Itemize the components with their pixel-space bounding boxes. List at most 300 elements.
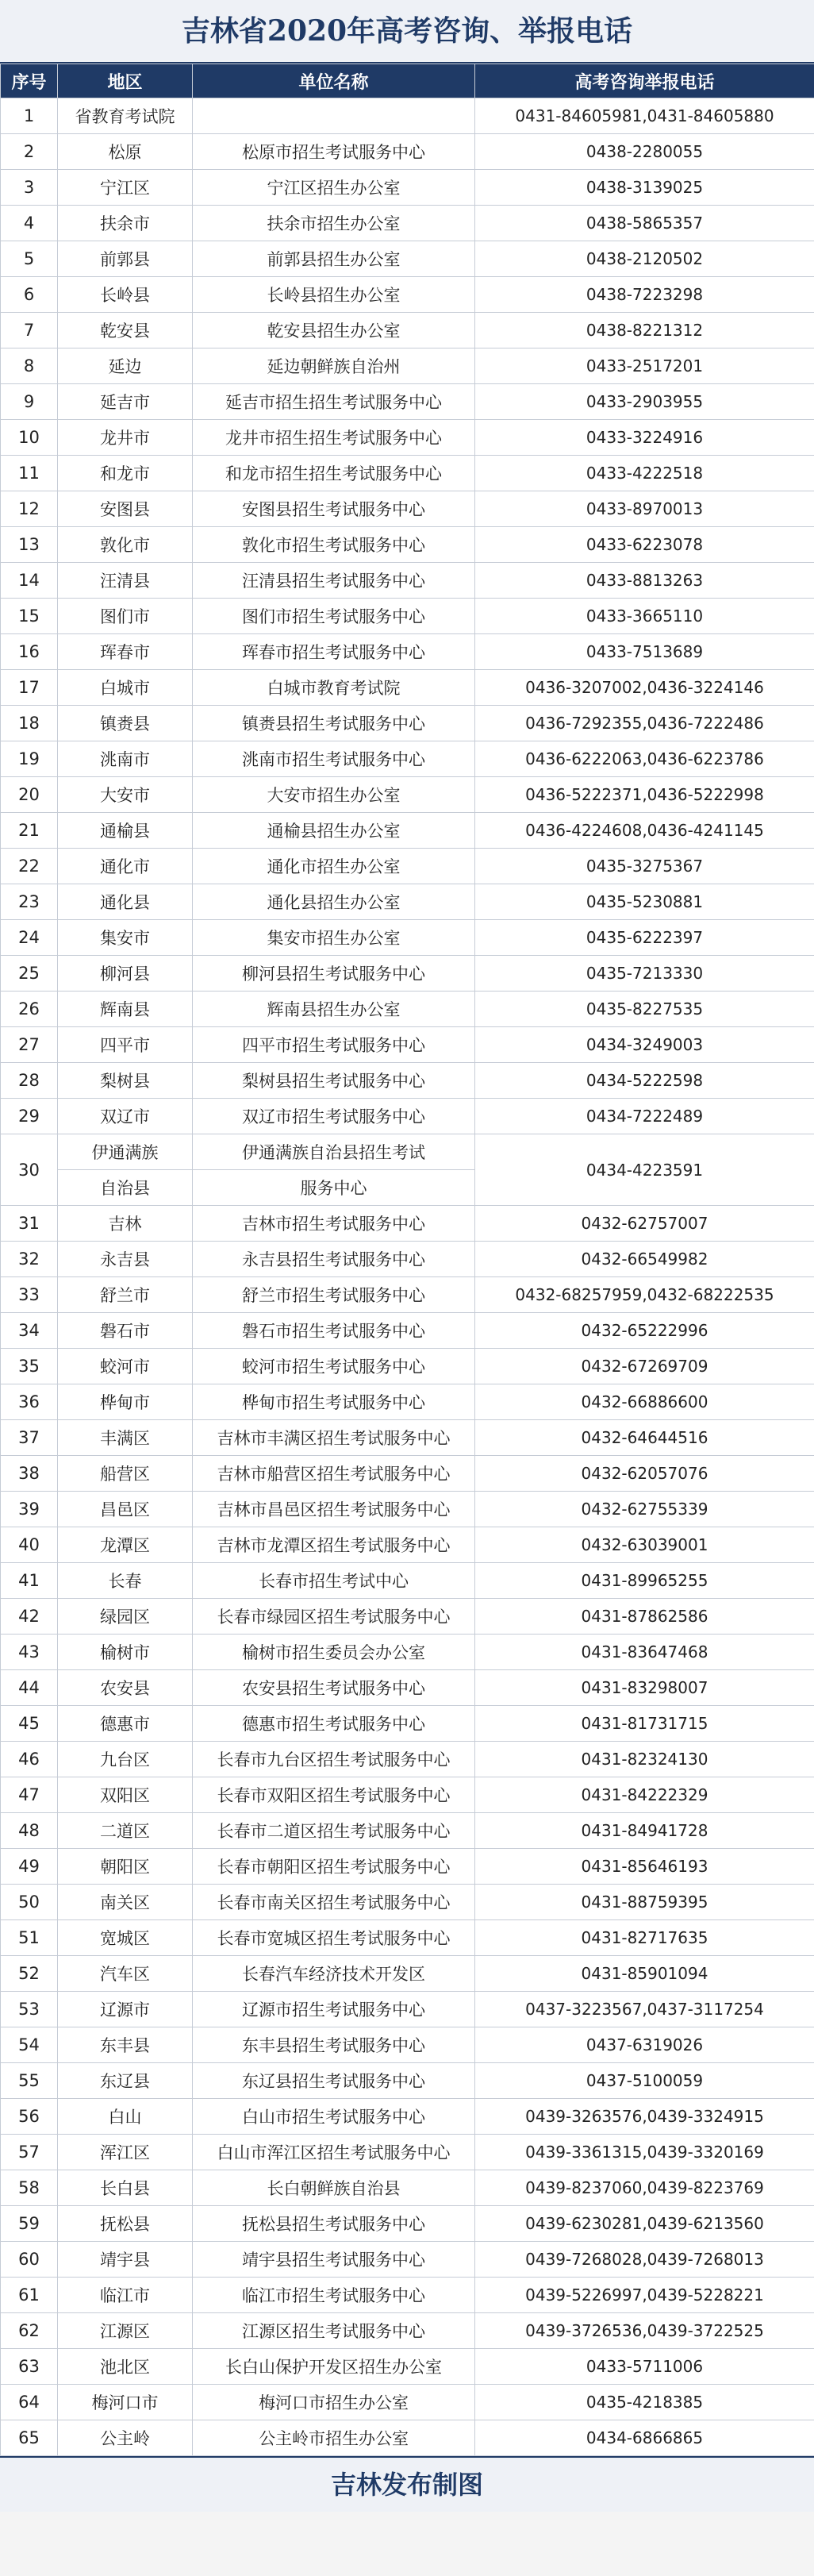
header-unit: 单位名称 bbox=[193, 64, 475, 98]
table-row bbox=[1, 670, 814, 706]
row-unit: 敦化市招生考试服务中心 bbox=[193, 527, 475, 563]
row-region: 敦化市 bbox=[58, 527, 193, 563]
row-index: 10 bbox=[1, 420, 58, 456]
row-unit: 吉林市招生考试服务中心 bbox=[193, 1206, 475, 1242]
hotline-table bbox=[0, 64, 814, 2456]
table-row bbox=[1, 2313, 814, 2349]
table-row bbox=[1, 741, 814, 777]
row-region: 九台区 bbox=[58, 1742, 193, 1777]
header-region: 地区 bbox=[58, 64, 193, 98]
row-region: 长岭县 bbox=[58, 277, 193, 313]
row-unit: 蛟河市招生考试服务中心 bbox=[193, 1349, 475, 1384]
row-region: 松原 bbox=[58, 134, 193, 170]
row-phone: 0436-4224608,0436-4241145 bbox=[475, 813, 814, 849]
row-phone: 0439-8237060,0439-8223769 bbox=[475, 2170, 814, 2206]
row-unit: 长春市宽城区招生考试服务中心 bbox=[193, 1920, 475, 1956]
table-row bbox=[1, 849, 814, 884]
row-unit: 汪清县招生考试服务中心 bbox=[193, 563, 475, 599]
row-index: 26 bbox=[1, 992, 58, 1027]
row-index: 19 bbox=[1, 741, 58, 777]
row-region: 舒兰市 bbox=[58, 1277, 193, 1313]
row-region: 船营区 bbox=[58, 1456, 193, 1492]
row-unit: 白山市招生考试服务中心 bbox=[193, 2099, 475, 2135]
row-index: 47 bbox=[1, 1777, 58, 1813]
row-region: 朝阳区 bbox=[58, 1849, 193, 1885]
row-index: 7 bbox=[1, 313, 58, 348]
row-index: 12 bbox=[1, 491, 58, 527]
row-phone: 0432-66549982 bbox=[475, 1242, 814, 1277]
row-phone: 0438-8221312 bbox=[475, 313, 814, 348]
row-index: 58 bbox=[1, 2170, 58, 2206]
row-phone: 0431-81731715 bbox=[475, 1706, 814, 1742]
table-row bbox=[1, 134, 814, 170]
table-row bbox=[1, 420, 814, 456]
row-phone: 0434-3249003 bbox=[475, 1027, 814, 1063]
row-phone: 0439-7268028,0439-7268013 bbox=[475, 2242, 814, 2278]
row-region: 镇赉县 bbox=[58, 706, 193, 741]
row-phone: 0439-6230281,0439-6213560 bbox=[475, 2206, 814, 2242]
row-region: 公主岭 bbox=[58, 2420, 193, 2456]
row-unit: 德惠市招生考试服务中心 bbox=[193, 1706, 475, 1742]
row-phone: 0431-82324130 bbox=[475, 1742, 814, 1777]
row-region: 江源区 bbox=[58, 2313, 193, 2349]
row-region: 丰满区 bbox=[58, 1420, 193, 1456]
row-unit: 长春市招生考试中心 bbox=[193, 1563, 475, 1599]
row-region: 图们市 bbox=[58, 599, 193, 634]
row-index: 4 bbox=[1, 206, 58, 241]
row-unit: 延吉市招生招生考试服务中心 bbox=[193, 384, 475, 420]
table-body bbox=[1, 98, 814, 2456]
table-row bbox=[1, 1063, 814, 1099]
row-region: 桦甸市 bbox=[58, 1384, 193, 1420]
table-row bbox=[1, 599, 814, 634]
row-region: 伊通满族 bbox=[58, 1134, 193, 1170]
row-index: 65 bbox=[1, 2420, 58, 2456]
row-unit: 松原市招生考试服务中心 bbox=[193, 134, 475, 170]
row-unit: 辽源市招生考试服务中心 bbox=[193, 1992, 475, 2027]
row-unit: 前郭县招生办公室 bbox=[193, 241, 475, 277]
row-region: 梅河口市 bbox=[58, 2385, 193, 2420]
table-row bbox=[1, 2242, 814, 2278]
row-phone: 0433-2517201 bbox=[475, 348, 814, 384]
row-unit: 长白山保护开发区招生办公室 bbox=[193, 2349, 475, 2385]
row-index: 22 bbox=[1, 849, 58, 884]
row-index: 33 bbox=[1, 1277, 58, 1313]
row-phone: 0437-6319026 bbox=[475, 2027, 814, 2063]
row-region: 德惠市 bbox=[58, 1706, 193, 1742]
row-index: 9 bbox=[1, 384, 58, 420]
row-index: 53 bbox=[1, 1992, 58, 2027]
row-phone: 0431-85646193 bbox=[475, 1849, 814, 1885]
page-title: 吉林省2020年高考咨询、举报电话 bbox=[0, 0, 814, 64]
row-region: 双阳区 bbox=[58, 1777, 193, 1813]
row-region: 昌邑区 bbox=[58, 1492, 193, 1527]
row-unit: 双辽市招生考试服务中心 bbox=[193, 1099, 475, 1134]
table-row bbox=[1, 348, 814, 384]
row-phone: 0431-85901094 bbox=[475, 1956, 814, 1992]
row-index: 3 bbox=[1, 170, 58, 206]
table-row bbox=[1, 920, 814, 956]
table-row bbox=[1, 956, 814, 992]
row-region: 汪清县 bbox=[58, 563, 193, 599]
row-phone: 0434-6866865 bbox=[475, 2420, 814, 2456]
row-phone: 0432-63039001 bbox=[475, 1527, 814, 1563]
row-region: 靖宇县 bbox=[58, 2242, 193, 2278]
row-phone: 0437-5100059 bbox=[475, 2063, 814, 2099]
row-phone: 0432-62755339 bbox=[475, 1492, 814, 1527]
row-phone: 0431-83298007 bbox=[475, 1670, 814, 1706]
table-row bbox=[1, 2420, 814, 2456]
row-index: 28 bbox=[1, 1063, 58, 1099]
row-phone: 0431-89965255 bbox=[475, 1563, 814, 1599]
row-phone: 0439-3726536,0439-3722525 bbox=[475, 2313, 814, 2349]
row-region: 南关区 bbox=[58, 1885, 193, 1920]
row-unit: 宁江区招生办公室 bbox=[193, 170, 475, 206]
row-region: 汽车区 bbox=[58, 1956, 193, 1992]
row-unit: 长春市南关区招生考试服务中心 bbox=[193, 1885, 475, 1920]
table-row bbox=[1, 313, 814, 348]
row-unit: 白城市教育考试院 bbox=[193, 670, 475, 706]
row-index: 5 bbox=[1, 241, 58, 277]
row-phone: 0431-84222329 bbox=[475, 1777, 814, 1813]
row-phone: 0431-87862586 bbox=[475, 1599, 814, 1635]
row-index: 62 bbox=[1, 2313, 58, 2349]
table-row bbox=[1, 2027, 814, 2063]
row-unit: 永吉县招生考试服务中心 bbox=[193, 1242, 475, 1277]
table-row bbox=[1, 1813, 814, 1849]
table-row bbox=[1, 1313, 814, 1349]
row-phone: 0435-7213330 bbox=[475, 956, 814, 992]
row-region: 延边 bbox=[58, 348, 193, 384]
row-region: 和龙市 bbox=[58, 456, 193, 491]
row-unit: 磐石市招生考试服务中心 bbox=[193, 1313, 475, 1349]
row-unit: 农安县招生考试服务中心 bbox=[193, 1670, 475, 1706]
row-index: 51 bbox=[1, 1920, 58, 1956]
table-row bbox=[1, 1742, 814, 1777]
table-row bbox=[1, 2349, 814, 2385]
table-row bbox=[1, 1777, 814, 1813]
row-unit: 白山市浑江区招生考试服务中心 bbox=[193, 2135, 475, 2170]
table-row bbox=[1, 1527, 814, 1563]
row-region: 长春 bbox=[58, 1563, 193, 1599]
row-unit: 长春市双阳区招生考试服务中心 bbox=[193, 1777, 475, 1813]
row-region: 集安市 bbox=[58, 920, 193, 956]
row-index: 54 bbox=[1, 2027, 58, 2063]
row-index: 44 bbox=[1, 1670, 58, 1706]
row-index: 17 bbox=[1, 670, 58, 706]
row-unit: 通榆县招生办公室 bbox=[193, 813, 475, 849]
row-index: 55 bbox=[1, 2063, 58, 2099]
row-region: 四平市 bbox=[58, 1027, 193, 1063]
row-unit: 长春市朝阳区招生考试服务中心 bbox=[193, 1849, 475, 1885]
row-phone: 0435-4218385 bbox=[475, 2385, 814, 2420]
row-region: 通榆县 bbox=[58, 813, 193, 849]
row-unit: 乾安县招生办公室 bbox=[193, 313, 475, 348]
row-region: 龙井市 bbox=[58, 420, 193, 456]
row-index: 14 bbox=[1, 563, 58, 599]
row-phone: 0432-68257959,0432-68222535 bbox=[475, 1277, 814, 1313]
table-row bbox=[1, 1456, 814, 1492]
table-row bbox=[1, 1134, 814, 1170]
table-row bbox=[1, 2170, 814, 2206]
header-index: 序号 bbox=[1, 64, 58, 98]
row-phone: 0432-62057076 bbox=[475, 1456, 814, 1492]
row-index: 41 bbox=[1, 1563, 58, 1599]
row-unit: 抚松县招生考试服务中心 bbox=[193, 2206, 475, 2242]
row-phone: 0436-6222063,0436-6223786 bbox=[475, 741, 814, 777]
row-phone: 0439-3361315,0439-3320169 bbox=[475, 2135, 814, 2170]
row-index: 39 bbox=[1, 1492, 58, 1527]
row-index: 15 bbox=[1, 599, 58, 634]
row-unit: 吉林市丰满区招生考试服务中心 bbox=[193, 1420, 475, 1456]
row-phone: 0432-65222996 bbox=[475, 1313, 814, 1349]
table-row bbox=[1, 1992, 814, 2027]
table-row bbox=[1, 2206, 814, 2242]
row-unit: 长春汽车经济技术开发区 bbox=[193, 1956, 475, 1992]
row-region: 柳河县 bbox=[58, 956, 193, 992]
row-phone: 0431-82717635 bbox=[475, 1920, 814, 1956]
row-index: 49 bbox=[1, 1849, 58, 1885]
row-index: 30 bbox=[1, 1134, 58, 1206]
row-phone: 0431-84605981,0431-84605880 bbox=[475, 98, 814, 134]
row-phone: 0435-3275367 bbox=[475, 849, 814, 884]
row-index: 16 bbox=[1, 634, 58, 670]
table-row bbox=[1, 2135, 814, 2170]
row-region: 东辽县 bbox=[58, 2063, 193, 2099]
row-unit: 东辽县招生考试服务中心 bbox=[193, 2063, 475, 2099]
table-row bbox=[1, 1599, 814, 1635]
table-row bbox=[1, 706, 814, 741]
row-unit: 延边朝鲜族自治州 bbox=[193, 348, 475, 384]
row-index: 20 bbox=[1, 777, 58, 813]
row-phone: 0431-83647468 bbox=[475, 1635, 814, 1670]
table-row bbox=[1, 98, 814, 134]
row-unit: 临江市招生考试服务中心 bbox=[193, 2278, 475, 2313]
row-region: 浑江区 bbox=[58, 2135, 193, 2170]
table-row bbox=[1, 884, 814, 920]
row-unit: 扶余市招生办公室 bbox=[193, 206, 475, 241]
row-index: 1 bbox=[1, 98, 58, 134]
row-phone: 0433-2903955 bbox=[475, 384, 814, 420]
row-unit: 长春市二道区招生考试服务中心 bbox=[193, 1813, 475, 1849]
row-index: 43 bbox=[1, 1635, 58, 1670]
row-unit: 四平市招生考试服务中心 bbox=[193, 1027, 475, 1063]
row-index: 13 bbox=[1, 527, 58, 563]
row-index: 34 bbox=[1, 1313, 58, 1349]
row-unit: 舒兰市招生考试服务中心 bbox=[193, 1277, 475, 1313]
row-unit: 珲春市招生考试服务中心 bbox=[193, 634, 475, 670]
row-phone: 0433-3224916 bbox=[475, 420, 814, 456]
row-region: 蛟河市 bbox=[58, 1349, 193, 1384]
row-unit: 东丰县招生考试服务中心 bbox=[193, 2027, 475, 2063]
row-phone: 0433-5711006 bbox=[475, 2349, 814, 2385]
table-row bbox=[1, 1242, 814, 1277]
row-region: 吉林 bbox=[58, 1206, 193, 1242]
row-unit: 靖宇县招生考试服务中心 bbox=[193, 2242, 475, 2278]
row-index: 31 bbox=[1, 1206, 58, 1242]
row-unit: 桦甸市招生考试服务中心 bbox=[193, 1384, 475, 1420]
row-index: 63 bbox=[1, 2349, 58, 2385]
row-region: 东丰县 bbox=[58, 2027, 193, 2063]
row-unit: 公主岭市招生办公室 bbox=[193, 2420, 475, 2456]
row-region: 长白县 bbox=[58, 2170, 193, 2206]
row-unit: 服务中心 bbox=[193, 1170, 475, 1206]
row-phone: 0434-7222489 bbox=[475, 1099, 814, 1134]
row-index: 6 bbox=[1, 277, 58, 313]
row-unit: 通化县招生办公室 bbox=[193, 884, 475, 920]
row-index: 42 bbox=[1, 1599, 58, 1635]
row-index: 27 bbox=[1, 1027, 58, 1063]
row-index: 52 bbox=[1, 1956, 58, 1992]
row-index: 11 bbox=[1, 456, 58, 491]
table-row bbox=[1, 1277, 814, 1313]
row-phone: 0433-3665110 bbox=[475, 599, 814, 634]
row-unit: 大安市招生办公室 bbox=[193, 777, 475, 813]
table-row bbox=[1, 1920, 814, 1956]
row-index: 59 bbox=[1, 2206, 58, 2242]
row-index: 61 bbox=[1, 2278, 58, 2313]
table-row bbox=[1, 2063, 814, 2099]
row-region: 辉南县 bbox=[58, 992, 193, 1027]
row-phone: 0433-8813263 bbox=[475, 563, 814, 599]
row-phone: 0432-64644516 bbox=[475, 1420, 814, 1456]
row-phone: 0436-5222371,0436-5222998 bbox=[475, 777, 814, 813]
table-row bbox=[1, 634, 814, 670]
table-row bbox=[1, 1670, 814, 1706]
row-region: 榆树市 bbox=[58, 1635, 193, 1670]
row-index: 56 bbox=[1, 2099, 58, 2135]
table-row bbox=[1, 813, 814, 849]
row-region: 白山 bbox=[58, 2099, 193, 2135]
table-row bbox=[1, 1420, 814, 1456]
row-region: 省教育考试院 bbox=[58, 98, 193, 134]
row-phone: 0434-4223591 bbox=[475, 1134, 814, 1206]
row-region: 池北区 bbox=[58, 2349, 193, 2385]
row-phone: 0438-2120502 bbox=[475, 241, 814, 277]
table-row bbox=[1, 1206, 814, 1242]
row-unit: 和龙市招生招生考试服务中心 bbox=[193, 456, 475, 491]
row-region: 白城市 bbox=[58, 670, 193, 706]
row-region: 通化县 bbox=[58, 884, 193, 920]
row-phone: 0439-3263576,0439-3324915 bbox=[475, 2099, 814, 2135]
row-phone: 0432-66886600 bbox=[475, 1384, 814, 1420]
row-index: 38 bbox=[1, 1456, 58, 1492]
table-row bbox=[1, 206, 814, 241]
row-phone: 0438-5865357 bbox=[475, 206, 814, 241]
row-phone: 0436-7292355,0436-7222486 bbox=[475, 706, 814, 741]
row-index: 35 bbox=[1, 1349, 58, 1384]
row-region: 二道区 bbox=[58, 1813, 193, 1849]
row-index: 23 bbox=[1, 884, 58, 920]
table-row bbox=[1, 170, 814, 206]
table-row bbox=[1, 1027, 814, 1063]
row-unit: 洮南市招生考试服务中心 bbox=[193, 741, 475, 777]
row-region: 龙潭区 bbox=[58, 1527, 193, 1563]
row-unit: 江源区招生考试服务中心 bbox=[193, 2313, 475, 2349]
row-index: 64 bbox=[1, 2385, 58, 2420]
row-unit: 安图县招生考试服务中心 bbox=[193, 491, 475, 527]
table-row bbox=[1, 456, 814, 491]
row-phone: 0432-67269709 bbox=[475, 1349, 814, 1384]
row-unit: 通化市招生办公室 bbox=[193, 849, 475, 884]
row-phone: 0431-84941728 bbox=[475, 1813, 814, 1849]
row-region: 磐石市 bbox=[58, 1313, 193, 1349]
row-region: 辽源市 bbox=[58, 1992, 193, 2027]
row-index: 45 bbox=[1, 1706, 58, 1742]
table-row bbox=[1, 1349, 814, 1384]
row-region: 乾安县 bbox=[58, 313, 193, 348]
row-region: 洮南市 bbox=[58, 741, 193, 777]
row-region: 抚松县 bbox=[58, 2206, 193, 2242]
row-index: 2 bbox=[1, 134, 58, 170]
table-row bbox=[1, 1492, 814, 1527]
footer-credit: 吉林发布制图 bbox=[0, 2456, 814, 2512]
row-index: 36 bbox=[1, 1384, 58, 1420]
table-row bbox=[1, 1956, 814, 1992]
table-row bbox=[1, 1563, 814, 1599]
row-unit: 镇赉县招生考试服务中心 bbox=[193, 706, 475, 741]
row-index: 24 bbox=[1, 920, 58, 956]
row-index: 21 bbox=[1, 813, 58, 849]
row-phone: 0432-62757007 bbox=[475, 1206, 814, 1242]
table-row bbox=[1, 777, 814, 813]
row-region: 宽城区 bbox=[58, 1920, 193, 1956]
row-unit: 梨树县招生考试服务中心 bbox=[193, 1063, 475, 1099]
row-region: 自治县 bbox=[58, 1170, 193, 1206]
row-unit: 榆树市招生委员会办公室 bbox=[193, 1635, 475, 1670]
row-phone: 0433-4222518 bbox=[475, 456, 814, 491]
header-phone: 高考咨询举报电话 bbox=[475, 64, 814, 98]
row-index: 48 bbox=[1, 1813, 58, 1849]
row-unit: 图们市招生考试服务中心 bbox=[193, 599, 475, 634]
table-row bbox=[1, 1885, 814, 1920]
row-unit: 柳河县招生考试服务中心 bbox=[193, 956, 475, 992]
row-index: 57 bbox=[1, 2135, 58, 2170]
row-unit: 吉林市船营区招生考试服务中心 bbox=[193, 1456, 475, 1492]
table-row bbox=[1, 1849, 814, 1885]
row-region: 农安县 bbox=[58, 1670, 193, 1706]
row-unit: 长春市绿园区招生考试服务中心 bbox=[193, 1599, 475, 1635]
row-phone: 0439-5226997,0439-5228221 bbox=[475, 2278, 814, 2313]
table-row bbox=[1, 992, 814, 1027]
row-unit: 辉南县招生办公室 bbox=[193, 992, 475, 1027]
row-region: 大安市 bbox=[58, 777, 193, 813]
row-phone: 0435-8227535 bbox=[475, 992, 814, 1027]
row-index: 60 bbox=[1, 2242, 58, 2278]
row-unit: 长白朝鲜族自治县 bbox=[193, 2170, 475, 2206]
table-row bbox=[1, 563, 814, 599]
row-phone: 0438-2280055 bbox=[475, 134, 814, 170]
row-index: 8 bbox=[1, 348, 58, 384]
row-phone: 0438-3139025 bbox=[475, 170, 814, 206]
table-row bbox=[1, 1635, 814, 1670]
table-row bbox=[1, 527, 814, 563]
row-phone: 0433-8970013 bbox=[475, 491, 814, 527]
table-row bbox=[1, 277, 814, 313]
header-row bbox=[1, 64, 814, 98]
row-index: 25 bbox=[1, 956, 58, 992]
row-phone: 0431-88759395 bbox=[475, 1885, 814, 1920]
row-unit: 龙井市招生招生考试服务中心 bbox=[193, 420, 475, 456]
row-unit: 集安市招生办公室 bbox=[193, 920, 475, 956]
table-row bbox=[1, 1099, 814, 1134]
row-index: 18 bbox=[1, 706, 58, 741]
row-unit: 长春市九台区招生考试服务中心 bbox=[193, 1742, 475, 1777]
table-row bbox=[1, 2278, 814, 2313]
table-row bbox=[1, 2385, 814, 2420]
row-phone: 0436-3207002,0436-3224146 bbox=[475, 670, 814, 706]
row-region: 珲春市 bbox=[58, 634, 193, 670]
